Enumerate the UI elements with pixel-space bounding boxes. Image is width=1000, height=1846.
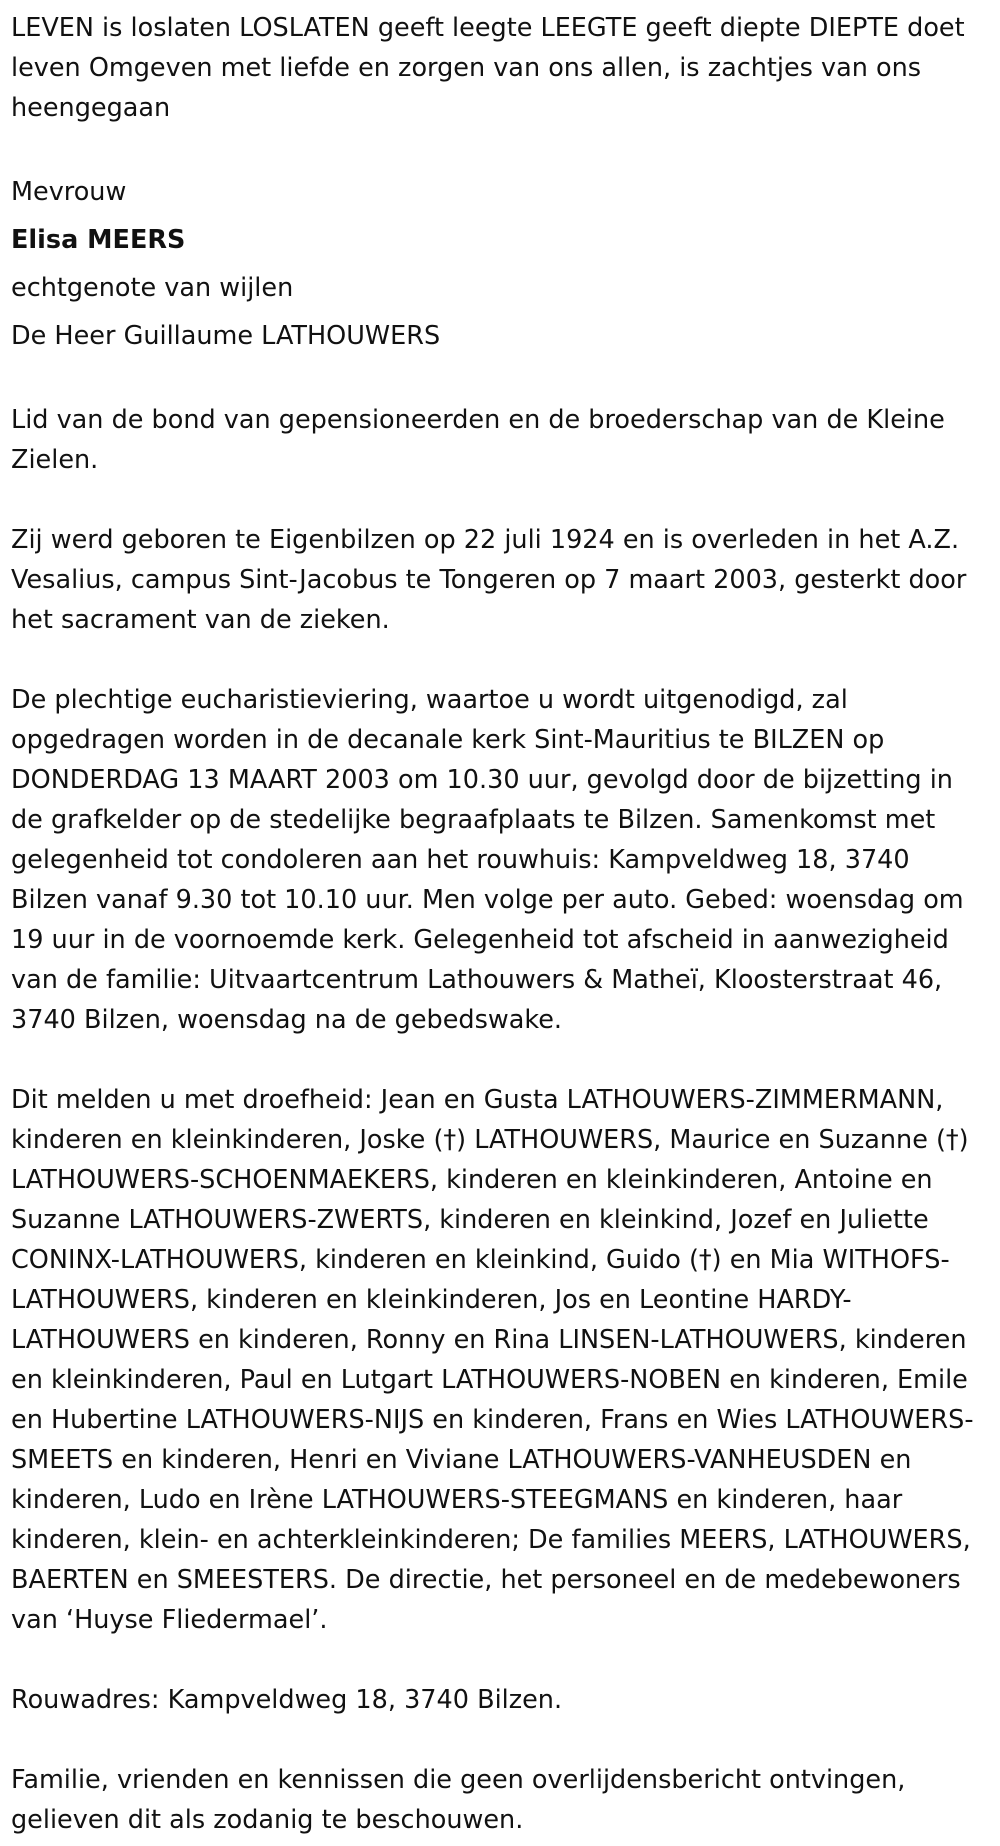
- spouse-name: De Heer Guillaume LATHOUWERS: [11, 321, 441, 351]
- deceased-name: Elisa MEERS: [11, 225, 186, 255]
- family-paragraph: Dit melden u met droefheid: Jean en Gusta LATHOUWERS-ZIMMERMANN, kinderen en kleinkinderen, Joske (†) LATHOUWERS, Maurice en Suzanne (†) LATHOUWERS-SCHOENMAEKERS, kinderen en kleinkinderen, Antoine en Suzanne LATHOUWERS-ZWERTS, kinderen en kleinkind, Jozef en Juliette CONINX-LATHOUWERS, kinderen en kleinkind, Guido (†) en Mia WITHOFS-LATHOUWERS, kinderen en kleinkinderen, Jos en Leontine HARDY-LATHOUWERS en kinderen, Ronny en Rina LINSEN-LATHOUWERS, kinderen en kleinkinderen, Paul en Lutgart LATHOUWERS-NOBEN en kinderen, Emile en Hubertine LATHOUWERS-NIJS en kinderen, Frans en Wies LATHOUWERS-SMEETS en kinderen, Henri en Viviane LATHOUWERS-VANHEUSDEN en kinderen, Ludo en Irène LATHOUWERS-STEEGMANS en kinderen, haar kinderen, klein- en achterkleinkinderen; De families MEERS, LATHOUWERS, BAERTEN en SMEESTERS. De directie, het personeel en de medebewoners van ‘Huyse Fliedermael’.: [11, 1085, 974, 1635]
- spouse-relation: echtgenote van wijlen: [11, 273, 294, 303]
- address-paragraph: Rouwadres: Kampveldweg 18, 3740 Bilzen.: [11, 1685, 563, 1715]
- funeral-paragraph: De plechtige eucharistieviering, waartoe u wordt uitgenodigd, zal opgedragen worden in de decanale kerk Sint-Mauritius te BILZEN op DONDERDAG 13 MAART 2003 om 10.30 uur, gevolgd door de bijzetting in de grafkelder op de stedelijke begraafplaats te Bilzen. Samenkomst met gelegenheid tot condoleren aan het rouwhuis: Kampveldweg 18, 3740 Bilzen vanaf 9.30 tot 10.10 uur. Men volge per auto. Gebed: woensdag om 19 uur in de voornoemde kerk. Gelegenheid tot afscheid in aanwezigheid van de familie: Uitvaartcentrum Lathouwers & Matheï, Kloosterstraat 46, 3740 Bilzen, woensdag na de gebedswake.: [11, 685, 964, 1035]
- membership-paragraph: Lid van de bond van gepensioneerden en de broederschap van de Kleine Zielen.: [11, 405, 945, 475]
- closing-paragraph: Familie, vrienden en kennissen die geen overlijdensbericht ontvingen, gelieven dit als zodanig te beschouwen.: [11, 1765, 906, 1835]
- deceased-header: [11, 168, 989, 360]
- salutation: Mevrouw: [11, 177, 127, 207]
- obituary-document: [11, 8, 989, 1840]
- birth-death-paragraph: Zij werd geboren te Eigenbilzen op 22 juli 1924 en is overleden in het A.Z. Vesalius, campus Sint-Jacobus te Tongeren op 7 maart 2003, gesterkt door het sacrament van de zieken.: [11, 525, 967, 635]
- intro-paragraph: LEVEN is loslaten LOSLATEN geeft leegte LEEGTE geeft diepte DIEPTE doet leven Omgeven met liefde en zorgen van ons allen, is zachtjes van ons heengegaan: [11, 13, 965, 123]
